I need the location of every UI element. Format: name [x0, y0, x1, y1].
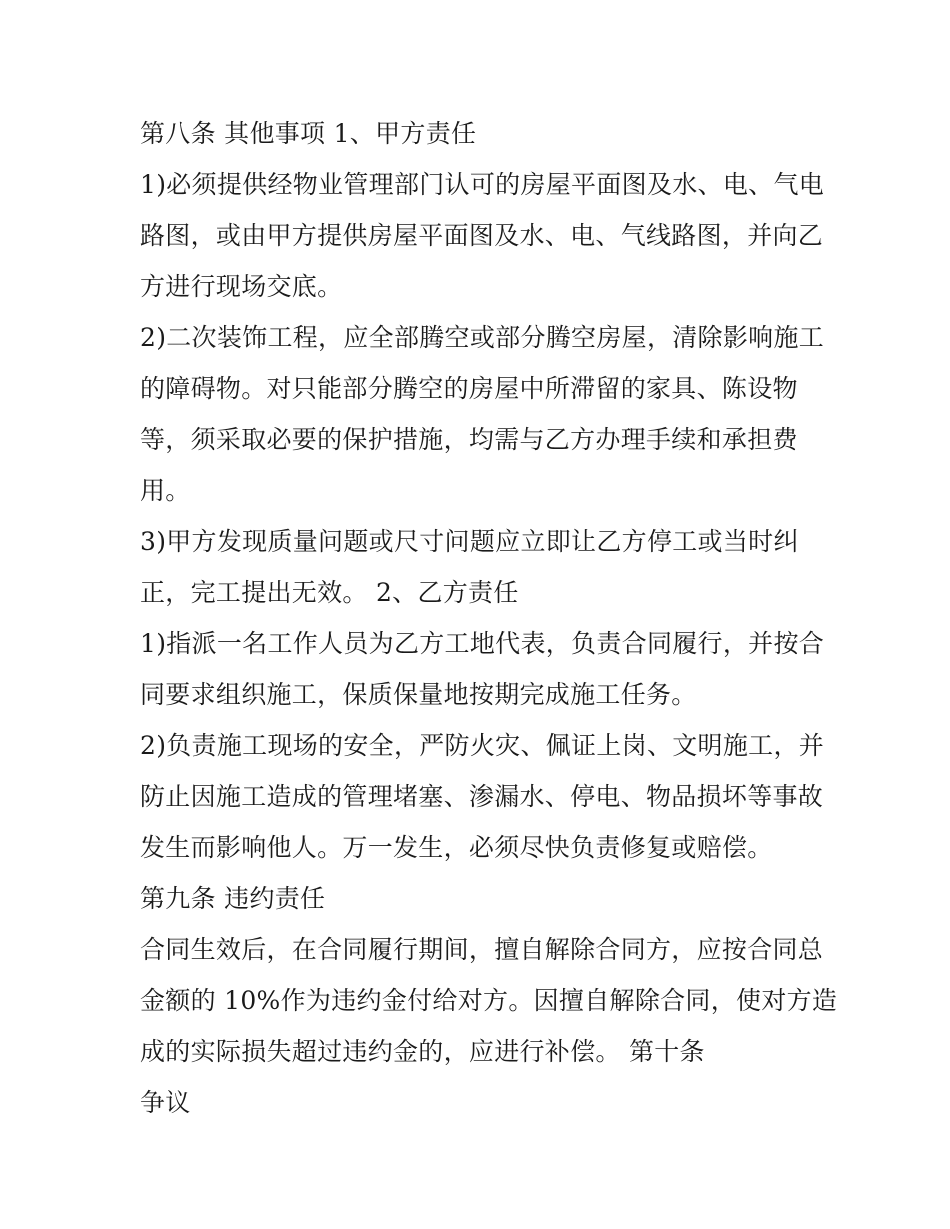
text-line: 的障碍物。对只能部分腾空的房屋中所滞留的家具、陈设物	[140, 374, 798, 403]
text-line: 1)指派一名工作人员为乙方工地代表，负责合同履行，并按合	[140, 629, 825, 658]
text-line: 用。	[140, 476, 191, 505]
text-line: 2)二次装饰工程，应全部腾空或部分腾空房屋，清除影响施工	[140, 323, 825, 352]
text-line: 路图，或由甲方提供房屋平面图及水、电、气线路图，并向乙	[140, 221, 824, 250]
text-line: 成的实际损失超过违约金的，应进行补偿。 第十条	[140, 1037, 705, 1066]
text-line: 金额的 10%作为违约金付给对方。因擅自解除合同，使对方造	[140, 986, 838, 1015]
text-line: 等，须采取必要的保护措施，均需与乙方办理手续和承担费	[140, 425, 798, 454]
text-line: 2)负责施工现场的安全，严防火灾、佩证上岗、文明施工，并	[140, 731, 825, 760]
document-body	[140, 108, 838, 1128]
text-line: 3)甲方发现质量问题或尺寸问题应立即让乙方停工或当时纠	[140, 527, 799, 556]
text-line: 1)必须提供经物业管理部门认可的房屋平面图及水、电、气电	[140, 170, 825, 199]
text-line: 方进行现场交底。	[140, 272, 343, 301]
article-8-heading: 第八条 其他事项 1、甲方责任	[140, 119, 477, 148]
article-9-heading: 第九条 违约责任	[140, 884, 326, 913]
text-line: 争议	[140, 1088, 191, 1117]
text-line: 合同生效后，在合同履行期间，擅自解除合同方，应按合同总	[140, 935, 824, 964]
text-line: 防止因施工造成的管理堵塞、渗漏水、停电、物品损坏等事故	[140, 782, 824, 811]
text-line: 正，完工提出无效。 2、乙方责任	[140, 578, 519, 607]
text-line: 发生而影响他人。万一发生，必须尽快负责修复或赔偿。	[140, 833, 773, 862]
text-line: 同要求组织施工，保质保量地按期完成施工任务。	[140, 680, 697, 709]
